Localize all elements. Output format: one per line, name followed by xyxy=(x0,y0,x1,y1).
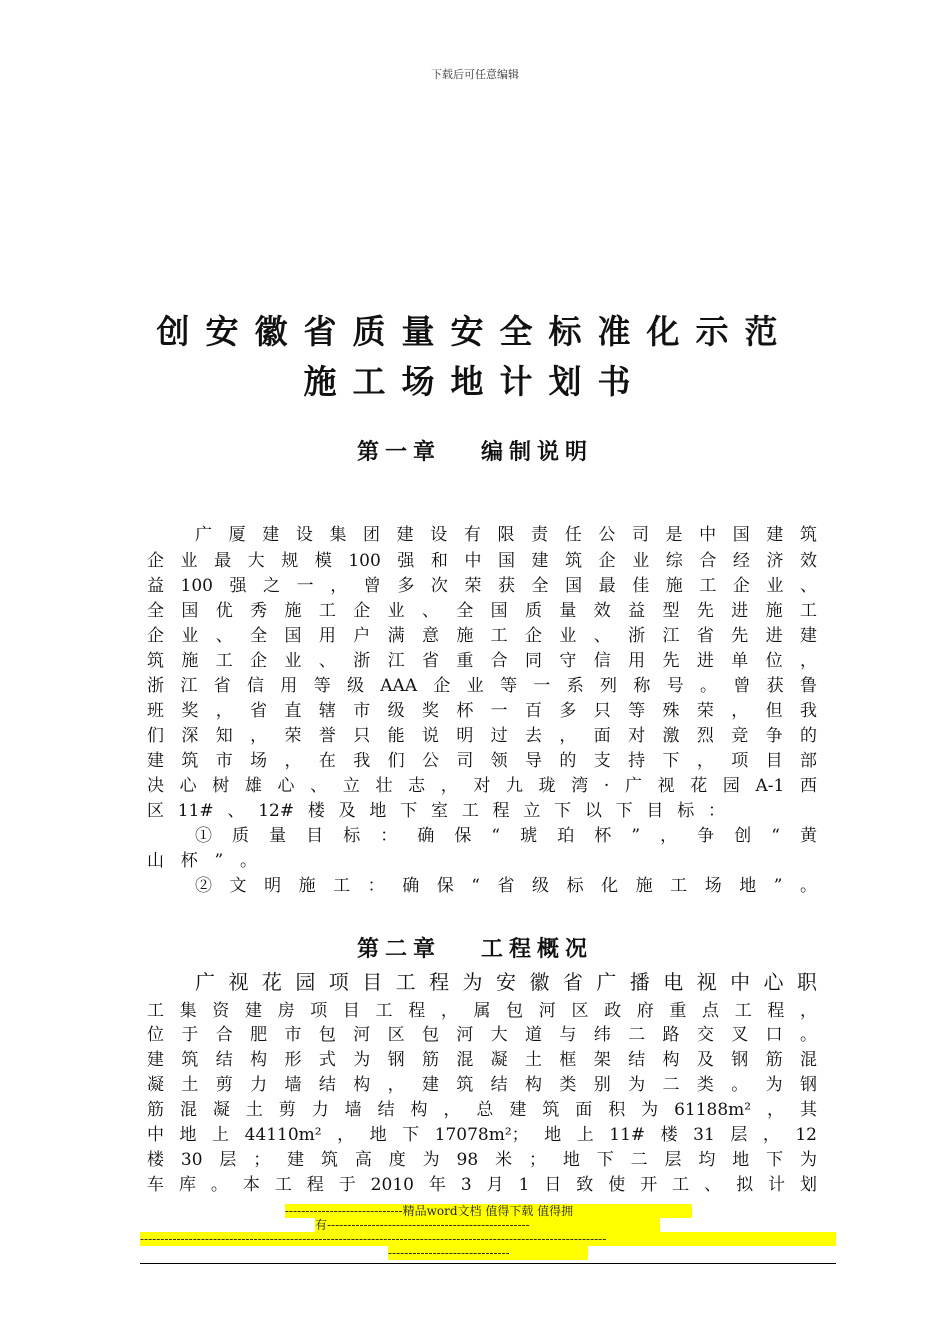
paragraph-line: 浙江省信用等级AAA企业等一系列称号。曾获鲁 xyxy=(147,676,817,696)
page-header: 下载后可任意编辑 xyxy=(431,68,519,81)
paragraph-line: 工集资建房项目工程，属包河区政府重点工程， xyxy=(147,1001,817,1021)
goal-quality-line-cont: 山杯”。 xyxy=(147,851,257,871)
footer-watermark-line-2: 有-------------------------------------------------- xyxy=(315,1218,660,1232)
paragraph-line: 益100强之一，曾多次荣获全国最佳施工企业、 xyxy=(147,576,817,596)
paragraph-line: 班奖，省直辖市级奖杯一百多只等殊荣，但我 xyxy=(147,701,817,721)
paragraph-line: 车库。本工程于2010年3月1日致使开工、拟计划 xyxy=(147,1175,817,1195)
goal-civilized-construction-line: ②文明施工：确保“省级标化施工场地”。 xyxy=(195,876,817,896)
paragraph-line: 中地上44110m²，地下17078m²；地上11#楼31层，12 xyxy=(147,1125,817,1145)
chapter-2-name: 工程概况 xyxy=(481,937,594,962)
paragraph-line: 凝土剪力墙结构，建筑结构类别为二类。为钢 xyxy=(147,1075,817,1095)
chapter-2-number: 第二章 xyxy=(356,937,441,962)
footer-watermark-line-4: ------------------------------ xyxy=(388,1246,588,1260)
paragraph-line: 楼30层；建筑高度为98米；地下二层均地下为 xyxy=(147,1150,817,1170)
paragraph-line: 位于合肥市包河区包河大道与纬二路交叉口。 xyxy=(147,1025,817,1045)
paragraph-line: 筋混凝土剪力墙结构，总建筑面积为61188m²，其 xyxy=(147,1100,817,1120)
document-title-line-1: 创安徽省质量安全标准化示范 xyxy=(156,312,794,351)
paragraph-line: 筑施工企业、浙江省重合同守信用先进单位， xyxy=(147,651,817,671)
paragraph-line: 全国优秀施工企业、全国质量效益型先进施工 xyxy=(147,601,817,621)
paragraph-line: 建筑市场，在我们公司领导的支持下，项目部 xyxy=(147,751,817,771)
paragraph-line: 区11#、12#楼及地下室工程立下以下目标： xyxy=(147,801,725,821)
goal-quality-line: ①质量目标：确保“琥珀杯”，争创“黄 xyxy=(195,826,817,846)
chapter-1-heading xyxy=(0,435,950,466)
footer-watermark-line-1: -----------------------------精品word文档 值得下载 值得拥 xyxy=(285,1204,692,1218)
paragraph-line: 决心树雄心、立壮志，对九珑湾·广视花园A-1西 xyxy=(147,776,817,796)
footer-watermark-line-3: ------------------------------------------------------------------------------------------------------------------- xyxy=(140,1232,836,1246)
chapter-2-heading xyxy=(0,932,950,963)
document-title-line-2: 施工场地计划书 xyxy=(303,362,647,401)
chapter-1-number: 第一章 xyxy=(356,440,441,465)
paragraph-line: 企业、全国用户满意施工企业、浙江省先进建 xyxy=(147,626,817,646)
chapter-1-name: 编制说明 xyxy=(481,440,594,465)
paragraph-line: 广视花园项目工程为安徽省广播电视中心职 xyxy=(195,970,817,994)
paragraph-line: 企业最大规模100强和中国建筑企业综合经济效 xyxy=(147,551,817,571)
paragraph-line: 们深知，荣誉只能说明过去，面对激烈竞争的 xyxy=(147,726,817,746)
paragraph-line: 广厦建设集团建设有限责任公司是中国建筑 xyxy=(195,525,817,545)
footer-rule xyxy=(140,1263,836,1264)
paragraph-line: 建筑结构形式为钢筋混凝土框架结构及钢筋混 xyxy=(147,1050,817,1070)
